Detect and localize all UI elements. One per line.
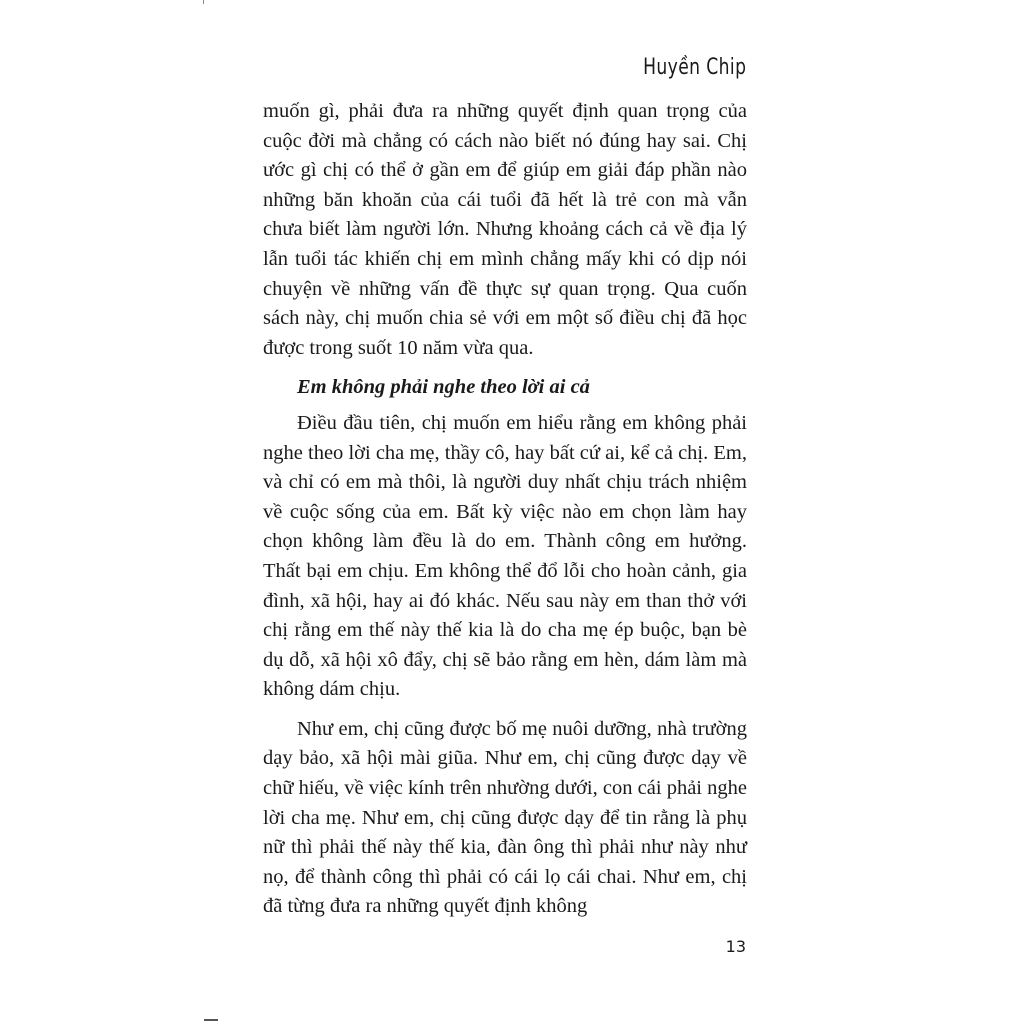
paragraph: Như em, chị cũng được bố mẹ nuôi dưỡng, nhà trường dạy bảo, xã hội mài giũa. Như em, chị cũng được dạy về chữ hiếu, về việc kính trên nhường dưới, con cái phải nghe lời cha mẹ. Như em, chị cũng được dạy để tin rằng là phụ nữ thì phải thế này thế kia, đàn ông thì phải như này như nọ, để thành công thì phải có cái lọ cái chai. Như em, chị đã từng đưa ra những quyết định không (263, 717, 747, 918)
paragraph-continued: muốn gì, phải đưa ra những quyết định quan trọng của cuộc đời mà chẳng có cách nào biết nó đúng hay sai. Chị ước gì chị có thể ở gần em để giúp em giải đáp phần nào những băn khoăn của cái tuổi đã hết là trẻ con mà vẫn chưa biết làm người lớn. Nhưng khoảng cách cả về địa lý lẫn tuổi tác khiến chị em mình chẳng mấy khi có dịp nói chuyện về những vấn đề thực sự quan trọng. Qua cuốn sách này, chị muốn chia sẻ với em một số điều chị đã học được trong suốt 10 năm vừa qua. (263, 100, 747, 359)
page-number: 13 (725, 937, 746, 956)
scan-artifact-top (203, 0, 204, 4)
section-heading: Em không phải nghe theo lời ai cả (297, 376, 590, 399)
scan-artifact-bottom (204, 1019, 218, 1021)
page-body (263, 97, 747, 922)
paragraph: Điều đầu tiên, chị muốn em hiểu rằng em không phải nghe theo lời cha mẹ, thầy cô, hay bất cứ ai, kể cả chị. Em, và chỉ có em mà thôi, là người duy nhất chịu trách nhiệm về cuộc sống của em. Bất kỳ việc nào em chọn làm hay chọn không làm đều là do em. Thành công em hưởng. Thất bại em chịu. Em không thể đổ lỗi cho hoàn cảnh, gia đình, xã hội, hay ai đó khác. Nếu sau này em than thở với chị rằng em thế này thế kia là do cha mẹ ép buộc, bạn bè dụ dỗ, xã hội xô đẩy, chị sẽ bảo rằng em hèn, dám làm mà không dám chịu. (263, 411, 747, 701)
running-header-author: Huyền Chip (642, 55, 746, 80)
